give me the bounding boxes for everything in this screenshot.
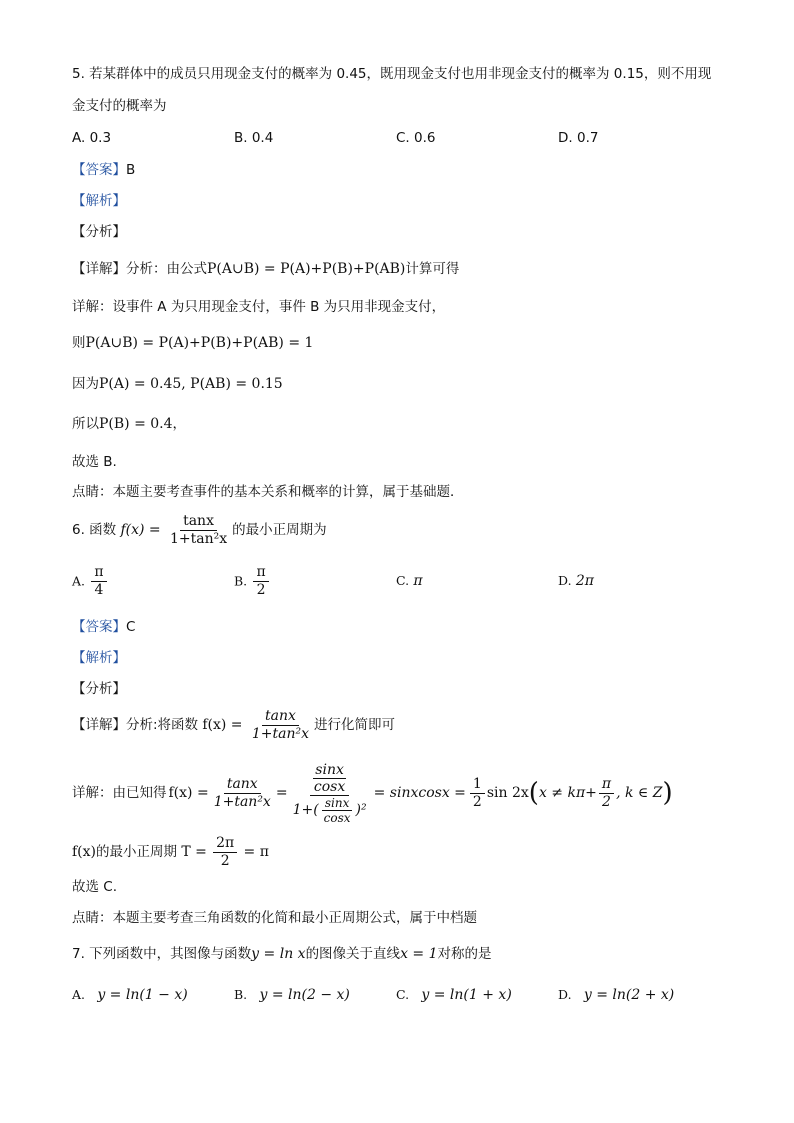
period-text: 的最小正周期 [96,844,178,860]
q7-option-c [396,985,512,1005]
q6-choose: 故选 C. [72,879,118,895]
numerator: tanx [180,513,217,531]
numerator: π [599,776,614,794]
inner-denominator: cosx [313,778,346,795]
solve-pre: 详解：由已知得 [72,785,167,801]
stem-fraction [167,513,230,548]
formula: P(B) = 0.4 [99,416,173,432]
fraction [91,564,106,599]
q5-solution-line-c [72,374,283,394]
text: 因为 [72,376,99,392]
complex-numerator [310,762,349,796]
numerator: 1 [470,776,485,794]
q7-option-b [234,985,350,1005]
label: D. [558,987,572,1002]
q5-option-c: C. 0.6 [396,130,436,146]
denominator: 4 [94,582,104,598]
numerator: tanx [224,776,261,794]
text-post: ， [172,416,187,432]
right-paren: ) [662,778,673,808]
q6-option-d [558,571,594,591]
q6-comment: 点睛：本题主要考查三角函数的化简和最小正周期公式，属于中档题 [72,910,477,926]
value: y = ln(1 − x) [97,987,188,1003]
denominator: 1+tan²x [169,530,228,547]
q5-analysis-tag: 【解析】 [72,193,126,209]
q5-detail [72,259,459,279]
q5-solution-line-b [72,333,313,353]
q6-answer [72,617,135,637]
q6-option-b [234,564,271,599]
q6-period [72,833,269,871]
solve-frac2 [290,762,370,825]
solve-fx: f(x) = [168,785,209,801]
complex-denominator [290,796,370,825]
detail-post: 进行化简即可 [313,717,395,733]
q6-stem [72,512,327,548]
detail-pre: 分析:将函数 [126,717,199,733]
label: B. [234,573,248,589]
q5-option-a: A. 0.3 [72,130,112,146]
numerator: π [91,564,106,582]
value: y = ln(2 − x) [259,987,350,1003]
q5-stem-line1: 5. 若某群体中的成员只用现金支付的概率为 0.45，既用现金支付也用非现金支付的概率为 0.15，则不用现 [72,66,712,82]
q6-detail [72,706,395,744]
q5-solution-line-d [72,414,186,434]
text: 所以 [72,416,99,432]
value: y = ln(2 + x) [583,987,675,1003]
numerator: π [253,564,268,582]
answer-tag: 【答案】 [72,619,126,635]
stem-fx: f(x) = [120,522,161,538]
numerator: tanx [262,708,299,726]
q7-option-d [558,985,674,1005]
value: π [413,573,423,589]
stem-mid: 的图像关于直线 [305,946,401,962]
detail-text-post: 计算可得 [405,261,460,277]
left-paren: ( [528,778,539,808]
detail-fx: f(x) = [202,717,243,733]
value: 2π [575,573,594,589]
inner-numerator: sinx [315,761,344,778]
q5-answer [72,160,135,180]
inner-numerator: sinx [322,796,353,811]
q5-option-b: B. 0.4 [234,130,274,146]
stem-post: 的最小正周期为 [232,522,327,538]
q7-stem [72,944,492,964]
den-pre: 1+( [292,801,319,818]
detail-fraction [249,708,312,743]
label: D. [558,573,572,588]
q6-fenxi-tag: 【分析】 [72,681,126,697]
period-post: = π [243,844,269,860]
denominator: 1+tan²x [213,793,271,810]
denominator: 2 [256,582,266,598]
inner-denominator: cosx [323,810,351,825]
inner-fraction [321,796,354,825]
denominator: 2 [472,793,482,810]
denominator: 2 [602,793,611,810]
detail-tag: 【详解】 [72,717,126,733]
stem-post: 对称的是 [437,946,492,962]
solve-eq: = sinxcosx = [373,785,466,801]
formula: P(A) = 0.45, P(AB) = 0.15 [99,376,283,392]
cond-pre: x ≠ kπ+ [538,785,597,801]
cond-fraction [599,776,614,811]
label: C. [396,573,410,588]
label: C. [396,987,410,1002]
stem-pre: 6. 函数 [72,522,117,538]
den-post: )² [355,801,367,818]
stem-pre: 7. 下列函数中，其图像与函数 [72,946,252,962]
fraction [253,564,268,599]
q5-comment: 点睛：本题主要考查事件的基本关系和概率的计算，属于基础题． [72,484,464,500]
q7-option-a [72,985,188,1005]
solve-sin: sin 2x [486,785,529,801]
solve-frac1 [211,776,274,811]
q5-solution-line-a: 详解：设事件 A 为只用现金支付，事件 B 为只用非现金支付， [72,299,446,315]
answer-tag: 【答案】 [72,162,126,178]
label: A. [72,573,86,589]
q6-option-a [72,564,109,599]
detail-text: 分析：由公式 [126,261,207,277]
formula: P(A∪B) = P(A)+P(B)+P(AB) = 1 [85,335,314,351]
text: 则 [72,335,86,351]
q6-solution: 详解：由已知得 f(x) = $\frac{\tan x}{\text{1+tan²x}}$ = $\frac{\sin x}{\cos x}$ 1+( $\frac{\sin x}{\cos x}$ )² = sinxcosx = $\frac{1}{2}$ sin 2x ( x ≠ kπ+ $\frac{\pi}{2}$ , k ∈ Z ) [72,761,673,825]
detail-formula: P(A∪B) = P(A)+P(B)+P(AB) [207,261,406,277]
half-fraction [470,776,485,811]
denominator: 1+tan²x [251,725,309,742]
period-fx: f(x) [72,844,97,860]
q6-analysis-tag: 【解析】 [72,650,126,666]
label: A. [72,987,86,1002]
stem-line: x = 1 [400,946,438,962]
q5-choose: 故选 B. [72,454,117,470]
numerator: 2π [213,835,237,853]
answer-value: B [126,162,136,178]
q5-option-d: D. 0.7 [558,130,599,146]
q5-fenxi-tag: 【分析】 [72,224,126,240]
cond-post: , k ∈ Z [616,785,663,801]
value: y = ln(1 + x) [421,987,512,1003]
period-fraction [213,835,237,870]
q5-stem-line2: 金支付的概率为 [72,98,167,114]
label: B. [234,987,248,1002]
period-T: T = [181,844,207,860]
denominator: 2 [220,852,230,869]
detail-tag: 【详解】 [72,261,126,277]
q6-option-c [396,571,423,591]
stem-f: y = ln x [251,946,306,962]
answer-value: C [126,619,136,635]
